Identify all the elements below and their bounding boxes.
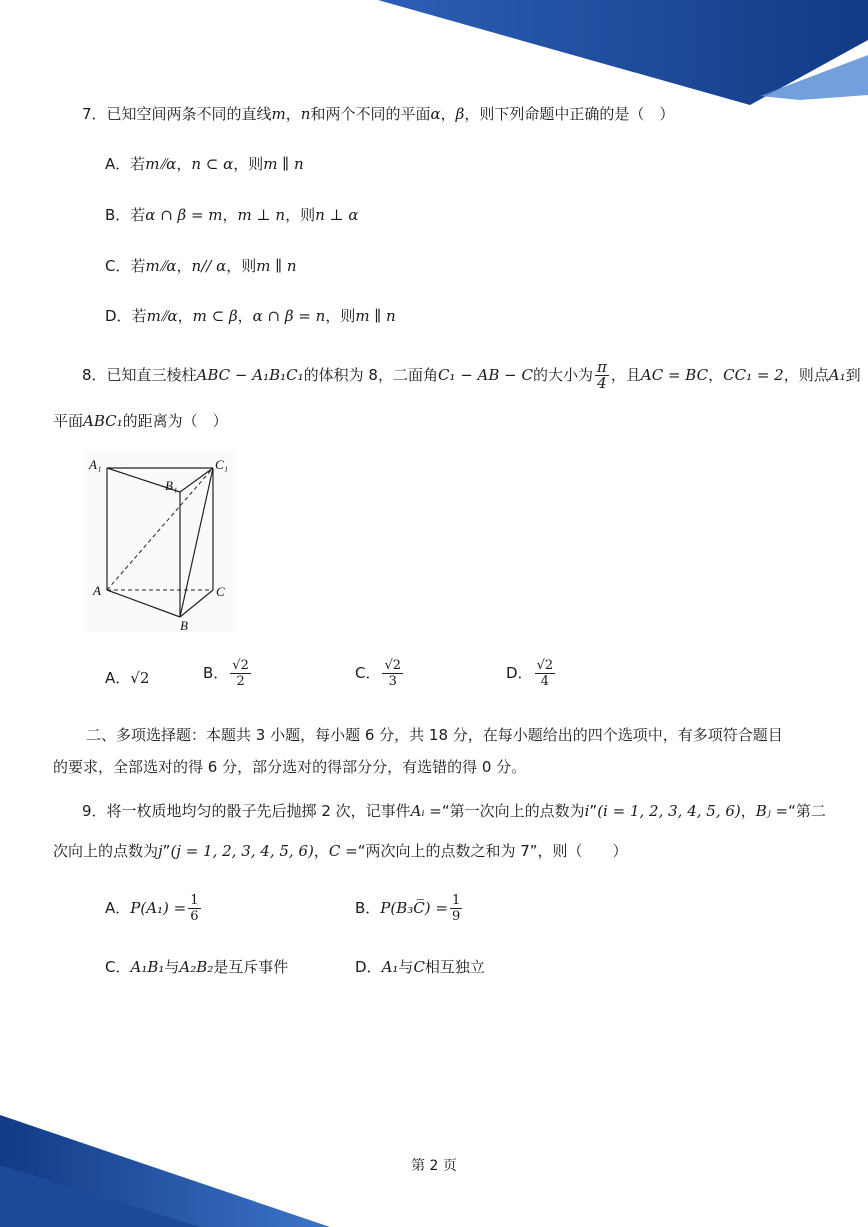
q8-stem-line1 <box>82 360 861 391</box>
formula: n ⊂ α <box>191 155 234 173</box>
q8-text: 的距离为（ ） <box>122 412 228 430</box>
page-number: 第 2 页 <box>411 1158 457 1174</box>
label-C1: C₁ <box>215 457 229 472</box>
sep: ，则 <box>226 257 257 275</box>
formula: A₁ <box>381 958 399 976</box>
sep: ， <box>440 105 456 123</box>
formula: m ⊥ n <box>237 206 286 224</box>
var-alpha: α <box>430 105 441 123</box>
q7-stem <box>82 103 674 125</box>
fraction <box>230 658 251 689</box>
option-text: 与 <box>398 958 414 976</box>
formula: ABC₁ <box>83 412 123 430</box>
formula: C = <box>328 842 358 860</box>
label-A: A <box>93 583 101 598</box>
option-label: D． <box>355 958 382 976</box>
denominator: 4 <box>540 674 549 689</box>
numerator: 1 <box>190 893 199 908</box>
q8-stem-line2 <box>53 410 228 432</box>
q7-text: 和两个不同的平面 <box>310 105 431 123</box>
option-label: B． <box>355 899 381 917</box>
label-B: B <box>180 618 188 632</box>
q7-option-c[interactable] <box>105 255 297 277</box>
formula: m⫽α <box>146 307 178 325</box>
numerator: 1 <box>451 893 461 908</box>
formula: A₂B₂ <box>179 958 214 976</box>
q8-text: 到 <box>845 366 861 384</box>
sep: ， <box>708 366 724 384</box>
formula: ABC − A₁B₁C₁ <box>196 366 304 384</box>
var-i: i <box>584 802 590 820</box>
sep: ， <box>176 155 192 173</box>
fraction <box>188 893 200 924</box>
section2-heading-line1: 二、多项选择题：本题共 3 小题，每小题 6 分，共 18 分，在每小题给出的四个选项中，有多项符合题目 <box>86 726 783 744</box>
denominator: 4 <box>597 374 607 392</box>
denominator: 3 <box>388 674 397 689</box>
q7-option-a[interactable] <box>105 153 304 175</box>
formula: α ∩ β = m <box>145 206 223 224</box>
var-n: n <box>300 105 311 123</box>
sep: ， <box>222 206 238 224</box>
formula: Aᵢ = <box>410 802 442 820</box>
option-label: A． <box>105 899 131 917</box>
formula: m ⊂ β <box>192 307 238 325</box>
option-label: A． <box>105 669 131 687</box>
q9-option-b[interactable] <box>355 893 464 924</box>
formula: α ∩ β = n <box>252 307 326 325</box>
formula: CC₁ = 2 <box>723 366 784 384</box>
formula: AC = BC <box>640 366 709 384</box>
q8-option-d[interactable] <box>506 658 557 689</box>
q7-option-d[interactable] <box>105 305 396 327</box>
option-label: B． <box>203 664 229 682</box>
q8-text: 的大小为 <box>533 366 594 384</box>
q8-text: 平面 <box>53 412 84 430</box>
numerator: √2 <box>384 658 402 673</box>
fraction-pi-over-4 <box>595 360 609 391</box>
formula: (i = 1, 2, 3, 4, 5, 6) <box>597 802 741 820</box>
formula: m⫽α <box>145 155 177 173</box>
label-A1: A₁ <box>89 457 102 472</box>
denominator: 2 <box>236 674 245 689</box>
numerator: √2 <box>232 658 249 673</box>
formula: A₁B₁ <box>130 958 165 976</box>
formula: m ∥ n <box>256 257 297 275</box>
formula: m ∥ n <box>263 155 304 173</box>
section2-heading-line2: 的要求，全部选对的得 6 分，部分选对的得部分分，有选错的得 0 分。 <box>53 758 527 776</box>
prism-figure <box>85 452 235 632</box>
numerator: √2 <box>536 658 554 673</box>
sep: ， <box>177 307 193 325</box>
fraction <box>382 658 403 689</box>
q7-option-b[interactable] <box>105 204 359 226</box>
numerator: π <box>597 358 607 376</box>
option-label: B．若 <box>105 206 146 224</box>
option-value: √2 <box>130 669 150 687</box>
sep: ， <box>237 307 253 325</box>
q9-stem-line1 <box>82 800 826 822</box>
sep: ， <box>740 802 756 820</box>
label-C: C <box>216 584 225 599</box>
q8-text: 的体积为 8，二面角 <box>303 366 438 384</box>
q9-option-a[interactable] <box>105 893 203 924</box>
q8-text: 8．已知直三棱柱 <box>82 366 197 384</box>
label-B1: B₁ <box>165 478 178 493</box>
formula: A₁ <box>828 366 846 384</box>
formula: n// α <box>191 257 227 275</box>
q9-option-d[interactable] <box>355 956 485 978</box>
option-label: D．若 <box>105 307 147 325</box>
sep: ，则 <box>325 307 356 325</box>
formula: P(A₁) = <box>130 899 187 917</box>
sep: ， <box>176 257 192 275</box>
var-beta: β <box>455 105 465 123</box>
formula: P(B₃C̅) = <box>380 899 448 917</box>
formula: C₁ − AB − C <box>437 366 533 384</box>
sep: ， <box>285 105 301 123</box>
var-m: m <box>271 105 286 123</box>
q7-text: ，则下列命题中正确的是（ ） <box>464 105 675 123</box>
q9-text: “第二 <box>788 802 826 820</box>
q9-text: “第一次向上的点数为 <box>441 802 585 820</box>
var-j: j <box>158 842 163 860</box>
q8-text: ，且 <box>610 366 641 384</box>
q9-text: 次向上的点数为 <box>53 842 159 860</box>
sep: ， <box>313 842 329 860</box>
option-text: 与 <box>164 958 180 976</box>
q9-text: 9．将一枚质地均匀的骰子先后抛掷 2 次，记事件 <box>82 802 411 820</box>
formula: Bⱼ = <box>755 802 789 820</box>
formula: m⫽α <box>145 257 177 275</box>
fraction <box>450 893 462 924</box>
option-text: 是互斥事件 <box>213 958 289 976</box>
q8-text: ，则点 <box>783 366 829 384</box>
q9-stem-line2 <box>53 840 628 862</box>
option-label: C． <box>355 664 381 682</box>
option-label: C．若 <box>105 257 146 275</box>
sep: ，则 <box>233 155 264 173</box>
q8-option-b[interactable] <box>203 658 253 689</box>
denominator: 6 <box>190 909 199 924</box>
formula: C <box>413 958 425 976</box>
option-label: D． <box>506 664 533 682</box>
q9-text: ” <box>162 842 171 860</box>
option-label: C． <box>105 958 131 976</box>
q9-option-c[interactable] <box>105 956 288 978</box>
fraction <box>535 658 556 689</box>
formula: n ⊥ α <box>315 206 359 224</box>
q9-text: ” <box>589 802 598 820</box>
q7-text: 7．已知空间两条不同的直线 <box>82 105 272 123</box>
option-text: 相互独立 <box>424 958 485 976</box>
formula: (j = 1, 2, 3, 4, 5, 6) <box>170 842 314 860</box>
q8-option-c[interactable] <box>355 658 405 689</box>
q8-option-a[interactable] <box>105 667 149 689</box>
q9-text: “两次向上的点数之和为 7”，则（ ） <box>357 842 628 860</box>
formula: m ∥ n <box>355 307 396 325</box>
denominator: 9 <box>451 909 461 924</box>
sep: ，则 <box>285 206 316 224</box>
option-label: A．若 <box>105 155 146 173</box>
